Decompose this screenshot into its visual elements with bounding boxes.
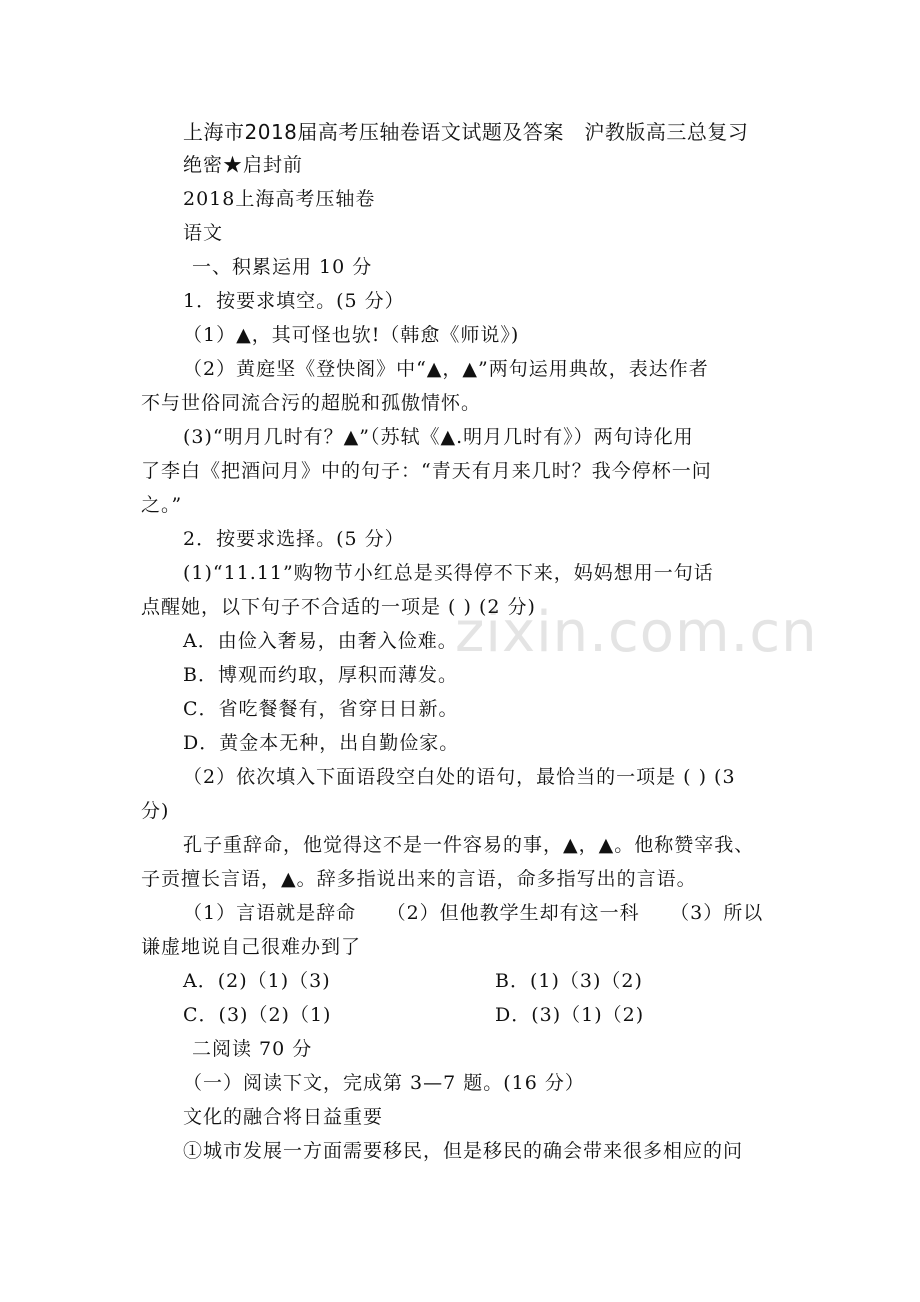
secret-mark: 绝密★启封前 bbox=[183, 154, 304, 176]
question-2-1-option-c: C．省吃餐餐有，省穿日日新。 bbox=[183, 698, 459, 720]
question-1-3-line-1: (3)“明月几时有？▲”（苏轼《▲.明月几时有》）两句诗化用 bbox=[183, 426, 694, 448]
question-2-2-line-2: 分) bbox=[141, 800, 170, 822]
question-2-1-option-b: B．博观而约取，厚积而薄发。 bbox=[183, 664, 458, 686]
question-1-1: （1）▲，其可怪也欤!（韩愈《师说》) bbox=[183, 324, 520, 346]
choices-line-2: 谦虚地说自己很难办到了 bbox=[141, 936, 362, 958]
question-1: 1．按要求填空。(5 分） bbox=[183, 290, 405, 312]
choices-line-1: （1）言语就是辞命 （2）但他教学生却有这一科 （3）所以 bbox=[183, 902, 764, 924]
question-1-3-line-3: 之。” bbox=[141, 494, 183, 516]
question-2-1-option-a: A．由俭入奢易，由奢入俭难。 bbox=[183, 630, 458, 652]
answer-option-d: D．(3)（1)（2) bbox=[495, 1004, 645, 1026]
passage-line-2: 子贡擅长言语，▲。辞多指说出来的言语，命多指写出的言语。 bbox=[141, 868, 697, 890]
question-2-1-line-1: (1)“11.11”购物节小红总是买得停不下来，妈妈想用一句话 bbox=[183, 562, 714, 584]
section-heading-2: 二阅读 70 分 bbox=[192, 1038, 313, 1060]
document-title: 上海市2018届高考压轴卷语文试题及答案 沪教版高三总复习 bbox=[183, 120, 749, 144]
exam-name: 2018上海高考压轴卷 bbox=[183, 188, 376, 210]
paragraph-1: ①城市发展一方面需要移民，但是移民的确会带来很多相应的问 bbox=[183, 1140, 744, 1162]
answer-option-a: A．(2)（1)（3) bbox=[183, 970, 331, 992]
question-2: 2．按要求选择。(5 分） bbox=[183, 528, 405, 550]
question-1-2-line-1: （2）黄庭坚《登快阁》中“▲，▲”两句运用典故，表达作者 bbox=[183, 358, 709, 380]
section-heading-1: 一、积累运用 10 分 bbox=[192, 256, 373, 278]
question-2-1-option-d: D．黄金本无种，出自勤俭家。 bbox=[183, 732, 460, 754]
question-1-2-line-2: 不与世俗同流合污的超脱和孤傲情怀。 bbox=[141, 392, 482, 414]
reading-instruction: （一）阅读下文，完成第 3—7 题。(16 分） bbox=[183, 1072, 585, 1094]
passage-line-1: 孔子重辞命，他觉得这不是一件容易的事，▲，▲。他称赞宰我、 bbox=[183, 834, 755, 856]
question-2-2-line-1: （2）依次填入下面语段空白处的语句，最恰当的一项是 ( ) (3 bbox=[183, 766, 736, 788]
answer-option-c: C．(3)（2)（1) bbox=[183, 1004, 332, 1026]
answer-option-b: B．(1)（3)（2) bbox=[495, 970, 643, 992]
article-title: 文化的融合将日益重要 bbox=[183, 1106, 384, 1128]
question-2-1-line-2: 点醒她，以下句子不合适的一项是 ( ) (2 分) bbox=[141, 596, 536, 618]
question-1-3-line-2: 了李白《把酒问月》中的句子：“青天有月来几时？我今停杯一问 bbox=[141, 460, 712, 482]
subject: 语文 bbox=[183, 222, 224, 244]
watermark: zixin.com.cn bbox=[455, 600, 818, 665]
